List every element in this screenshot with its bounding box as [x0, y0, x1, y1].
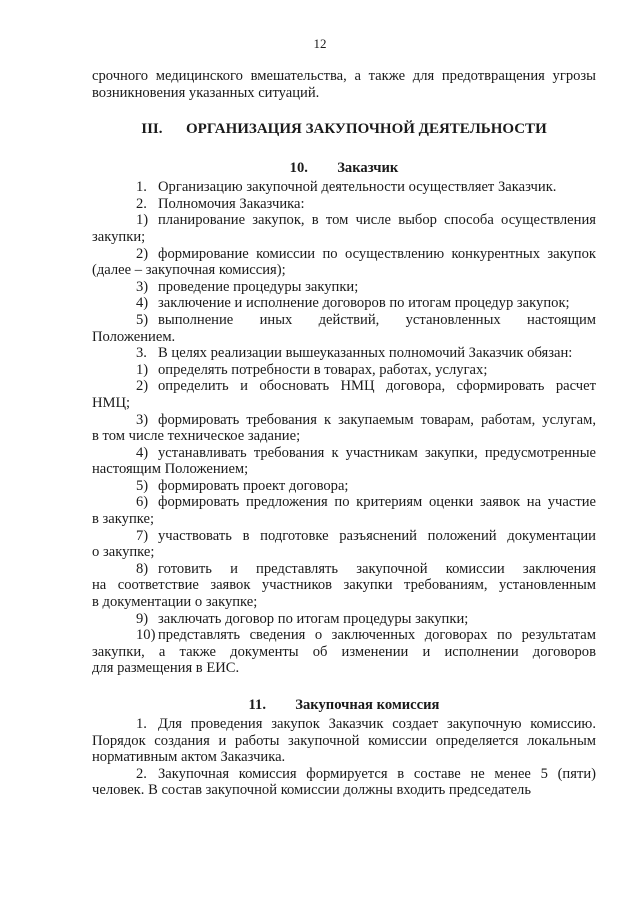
intro-line: возникновения указанных ситуаций.: [92, 84, 320, 101]
clause-number: 1.: [136, 179, 147, 196]
clause-continuation: закупки;: [92, 228, 146, 245]
clause-text: определить и обосновать НМЦ договора, сформировать расчет: [158, 378, 596, 395]
clause-row: [92, 378, 596, 395]
clause-number: 1): [136, 212, 149, 229]
clause-row: [92, 716, 596, 733]
clause-number: 4): [136, 444, 149, 461]
clause-number: 5): [136, 477, 149, 494]
clause-text: выполнение иных действий, установленных настоящим: [158, 311, 596, 328]
clause-number: 3): [136, 278, 149, 295]
clause-row: [92, 246, 596, 263]
clause-continuation: в документации о закупке;: [92, 594, 258, 611]
clause-row: [92, 196, 596, 213]
clause-text: формировать требования к закупаемым товарам, работам, услугам,: [158, 411, 596, 428]
clause-number: 3): [136, 411, 149, 428]
subsection-title: Заказчик: [337, 160, 399, 177]
clause-row: [92, 279, 596, 296]
clause-text: устанавливать требования к участникам закупки, предусмотренные: [158, 444, 596, 461]
clause-row: [92, 412, 596, 429]
clause-text: формировать предложения по критериям оценки заявок на участие: [158, 494, 596, 511]
clause-continuation: на соответствие заявок участников закупки требованиям, установленным: [92, 577, 596, 594]
clause-row: [92, 295, 596, 312]
clause-text: определять потребности в товарах, работах, услугах;: [158, 361, 488, 378]
subsection-heading-11: [92, 697, 596, 714]
clause-row: [92, 445, 596, 462]
section-title: ОРГАНИЗАЦИЯ ЗАКУПОЧНОЙ ДЕЯТЕЛЬНОСТИ: [186, 121, 547, 138]
clause-number: 2.: [136, 195, 147, 212]
clause-text: проведение процедуры закупки;: [158, 278, 359, 295]
clause-continuation: настоящим Положением;: [92, 461, 249, 478]
clause-number: 3.: [136, 345, 147, 362]
subsection-heading-10: [92, 160, 596, 177]
clause-text: участвовать в подготовке разъяснений положений документации: [158, 527, 596, 544]
page-number: 12: [313, 36, 327, 51]
clause-text: Для проведения закупок Заказчик создает закупочную комиссию.: [158, 716, 596, 732]
clause-text: В целях реализации вышеуказанных полномочий Заказчик обязан:: [158, 345, 573, 362]
clause-continuation: Положением.: [92, 328, 176, 345]
clause-row: [92, 179, 596, 196]
clause-continuation: нормативным актом Заказчика.: [92, 749, 286, 766]
clause-text: планирование закупок, в том числе выбор способа осуществления: [158, 212, 596, 229]
clause-text: Полномочия Заказчика:: [158, 195, 305, 212]
document-body: [92, 68, 596, 799]
clause-number: 1.: [136, 716, 147, 732]
clause-continuation: НМЦ;: [92, 394, 131, 411]
clause-continuation: о закупке;: [92, 544, 155, 561]
clause-text: Закупочная комиссия формируется в составе не менее 5 (пяти): [158, 765, 596, 782]
subsection-title: Закупочная комиссия: [295, 697, 440, 713]
clause-continuation: для размещения в ЕИС.: [92, 660, 240, 677]
clause-row: [92, 528, 596, 545]
clause-text: Организацию закупочной деятельности осуществляет Заказчик.: [158, 179, 557, 196]
section-heading: [92, 121, 596, 138]
clause-continuation: закупки, а также документы об изменении и исполнении договоров: [92, 643, 596, 660]
commission-clauses: [92, 716, 596, 799]
clause-number: 10): [136, 627, 156, 644]
intro-line: срочного медицинского вмешательства, а также для предотвращения угрозы: [92, 68, 596, 84]
clause-continuation: человек. В состав закупочной комиссии должны входить председатель: [92, 782, 531, 799]
clause-number: 2): [136, 378, 149, 395]
clause-text: готовить и представлять закупочной комиссии заключения: [158, 560, 596, 577]
clause-row: [92, 212, 596, 229]
clause-continuation: Порядок создания и работы закупочной комиссии определяется локальным: [92, 732, 596, 749]
clause-row: [92, 345, 596, 362]
customer-clauses: [92, 179, 596, 677]
clause-row: [92, 611, 596, 628]
clause-number: 9): [136, 610, 149, 627]
clause-row: [92, 494, 596, 511]
clause-text: заключение и исполнение договоров по итогам процедур закупок;: [158, 295, 570, 312]
clause-row: [92, 766, 596, 783]
clause-number: 6): [136, 494, 149, 511]
section-number: III.: [141, 121, 163, 138]
clause-row: [92, 312, 596, 329]
clause-text: формировать проект договора;: [158, 477, 349, 494]
clause-number: 2.: [136, 765, 147, 782]
clause-number: 5): [136, 311, 149, 328]
clause-text: представлять сведения о заключенных договорах по результатам: [158, 627, 596, 644]
clause-continuation: в том числе техническое задание;: [92, 428, 301, 445]
clause-row: [92, 362, 596, 379]
clause-number: 4): [136, 295, 149, 312]
subsection-number: 10.: [289, 160, 308, 177]
clause-number: 1): [136, 361, 149, 378]
clause-number: 8): [136, 560, 149, 577]
clause-number: 2): [136, 245, 149, 262]
clause-continuation: в закупке;: [92, 511, 155, 528]
subsection-number: 11.: [248, 697, 266, 713]
clause-number: 7): [136, 527, 149, 544]
clause-continuation: (далее – закупочная комиссия);: [92, 262, 286, 279]
clause-row: [92, 627, 596, 644]
clause-row: [92, 561, 596, 578]
clause-row: [92, 478, 596, 495]
clause-text: заключать договор по итогам процедуры закупки;: [158, 610, 469, 627]
clause-text: формирование комиссии по осуществлению конкурентных закупок: [158, 245, 596, 262]
